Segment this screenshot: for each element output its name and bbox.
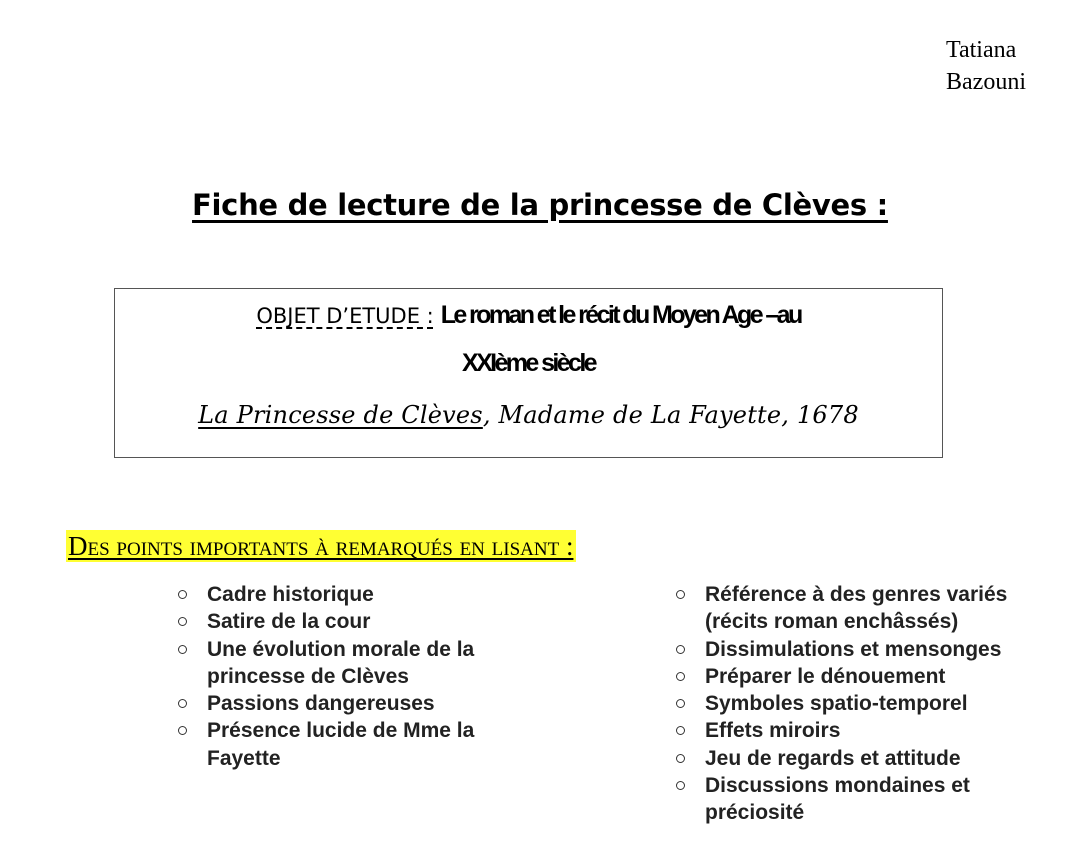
list-item (676, 745, 1071, 772)
list-item (676, 772, 1071, 827)
author-name (946, 34, 1046, 98)
list-item (676, 636, 1071, 663)
list-item-text: Préparer le dénouement (705, 664, 946, 688)
work-author-year: , Madame de La Fayette, 1678 (482, 401, 859, 429)
list-item-text: Symboles spatio-temporel (705, 692, 968, 716)
list-item (676, 690, 1071, 717)
circle-bullet-icon (178, 699, 187, 708)
list-item (178, 717, 538, 772)
list-item (178, 608, 538, 635)
circle-bullet-icon (676, 699, 685, 708)
study-object-text: Le roman et le récit du Moyen Age –au (440, 301, 801, 329)
list-item (178, 581, 538, 608)
study-object-text-continued: XXIème siècle (462, 349, 595, 377)
work-title: La Princesse de Clèves (198, 401, 483, 429)
study-object-label: OBJET D’ETUDE : (256, 304, 434, 328)
circle-bullet-icon (676, 590, 685, 599)
list-item-text: Jeu de regards et attitude (705, 746, 961, 770)
circle-bullet-icon (676, 672, 685, 681)
list-item-text: Cadre historique (207, 583, 374, 606)
author-last-name: Bazouni (946, 69, 1026, 95)
circle-bullet-icon (676, 781, 685, 790)
list-item (178, 690, 538, 717)
list-item (178, 636, 538, 691)
circle-bullet-icon (178, 590, 187, 599)
list-item-text: Référence à des genres variés (récits roman enchâssés) (705, 583, 1008, 634)
work-reference (115, 401, 942, 429)
list-item-text: Passions dangereuses (207, 692, 435, 716)
points-heading: Des points importants à remarqués en lisant : (66, 530, 576, 562)
points-list-left (178, 581, 538, 772)
page-title: Fiche de lecture de la princesse de Clèves : (192, 188, 888, 222)
circle-bullet-icon (676, 645, 685, 654)
circle-bullet-icon (178, 726, 187, 735)
list-item-text: Une évolution morale de la princesse de Clèves (207, 637, 475, 688)
study-object-line (115, 299, 942, 332)
list-item (676, 663, 1071, 690)
author-first-name: Tatiana (946, 37, 1017, 63)
study-object-box (114, 288, 943, 458)
list-item (676, 717, 1071, 744)
list-item-text: Effets miroirs (705, 719, 841, 743)
list-item (676, 581, 1071, 636)
list-item-text: Satire de la cour (207, 610, 371, 634)
list-item-text: Dissimulations et mensonges (705, 637, 1002, 661)
points-list-right (676, 581, 1071, 827)
list-item-text: Présence lucide de Mme la Fayette (207, 719, 475, 770)
circle-bullet-icon (178, 617, 187, 626)
list-item-text: Discussions mondaines et préciosité (705, 774, 970, 825)
circle-bullet-icon (178, 645, 187, 654)
circle-bullet-icon (676, 726, 685, 735)
circle-bullet-icon (676, 754, 685, 763)
